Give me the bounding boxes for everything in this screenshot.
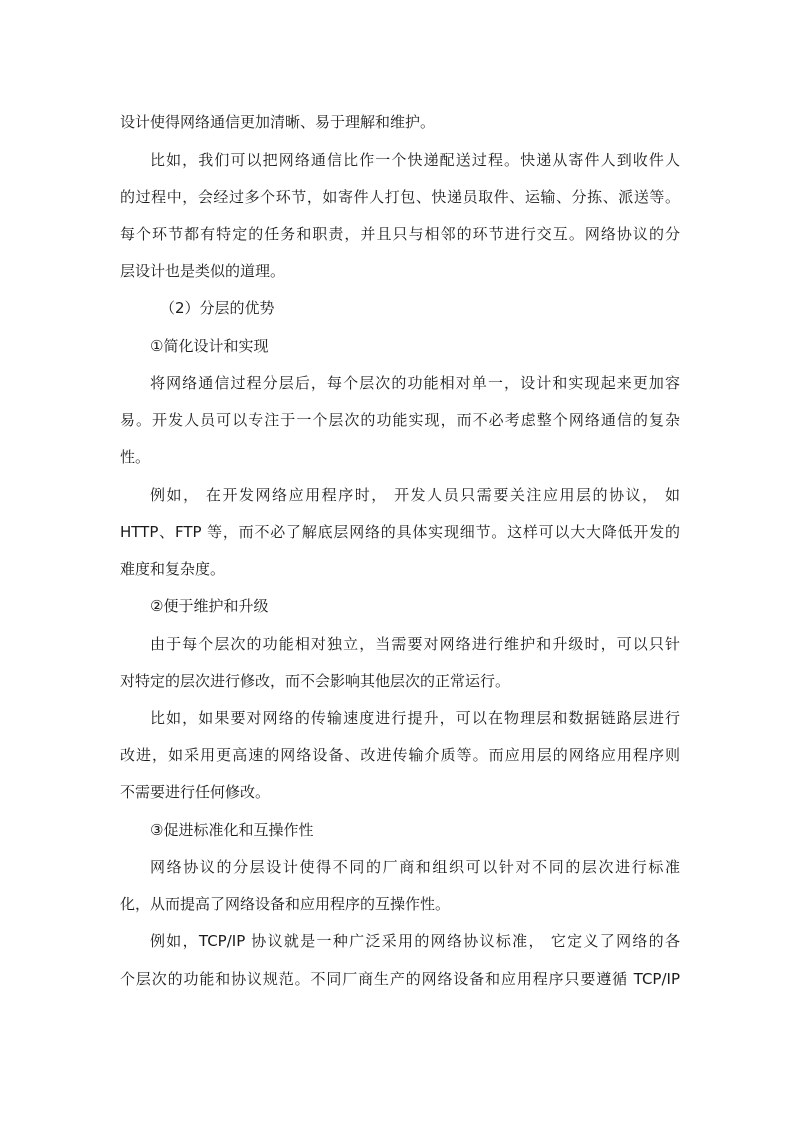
section-heading: （2）分层的优势 (160, 299, 275, 317)
body-text-line: 化，从而提高了网络设备和应用程序的互操作性。 (120, 895, 451, 913)
subsection-heading: ③促进标准化和互操作性 (150, 821, 314, 839)
body-text-line: 比如，如果要对网络的传输速度进行提升，可以在物理层和数据链路层进行 (150, 709, 680, 727)
body-text-line: 难度和复杂度。 (120, 560, 226, 578)
body-text-line: 比如，我们可以把网络通信比作一个快递配送过程。快递从寄件人到收件人 (150, 151, 680, 169)
body-text-line: 的过程中，会经过多个环节，如寄件人打包、快递员取件、运输、分拣、派送等。 (120, 188, 680, 206)
body-text-line: 例如，TCP/IP 协议就是一种广泛采用的网络协议标准， 它定义了网络的各 (150, 932, 680, 950)
body-text-line: HTTP、FTP 等，而不必了解底层网络的具体实现细节。这样可以大大降低开发的 (120, 523, 680, 541)
body-text-line: 改进，如采用更高速的网络设备、改进传输介质等。而应用层的网络应用程序则 (120, 746, 680, 764)
body-text-line: 性。 (120, 448, 151, 466)
body-text-line: 不需要进行任何修改。 (120, 783, 271, 801)
subsection-heading: ①简化设计和实现 (150, 337, 269, 355)
body-text-line: 例如， 在开发网络应用程序时， 开发人员只需要关注应用层的协议， 如 (150, 486, 680, 504)
body-text-line: 将网络通信过程分层后，每个层次的功能相对单一，设计和实现起来更加容 (150, 374, 680, 392)
body-text-line: 由于每个层次的功能相对独立，当需要对网络进行维护和升级时，可以只针 (150, 635, 680, 653)
body-text-line: 易。开发人员可以专注于一个层次的功能实现，而不必考虑整个网络通信的复杂 (120, 411, 680, 429)
body-text-line: 个层次的功能和协议规范。不同厂商生产的网络设备和应用程序只要遵循 TCP/IP (120, 970, 680, 988)
subsection-heading: ②便于维护和升级 (150, 597, 269, 615)
body-text-line: 设计使得网络通信更加清晰、易于理解和维护。 (120, 113, 436, 131)
body-text-line: 每个环节都有特定的任务和职责，并且只与相邻的环节进行交互。网络协议的分 (120, 225, 680, 243)
body-text-line: 层设计也是类似的道理。 (120, 262, 286, 280)
body-text-line: 对特定的层次进行修改，而不会影响其他层次的正常运行。 (120, 672, 511, 690)
body-text-line: 网络协议的分层设计使得不同的厂商和组织可以针对不同的层次进行标准 (150, 858, 680, 876)
